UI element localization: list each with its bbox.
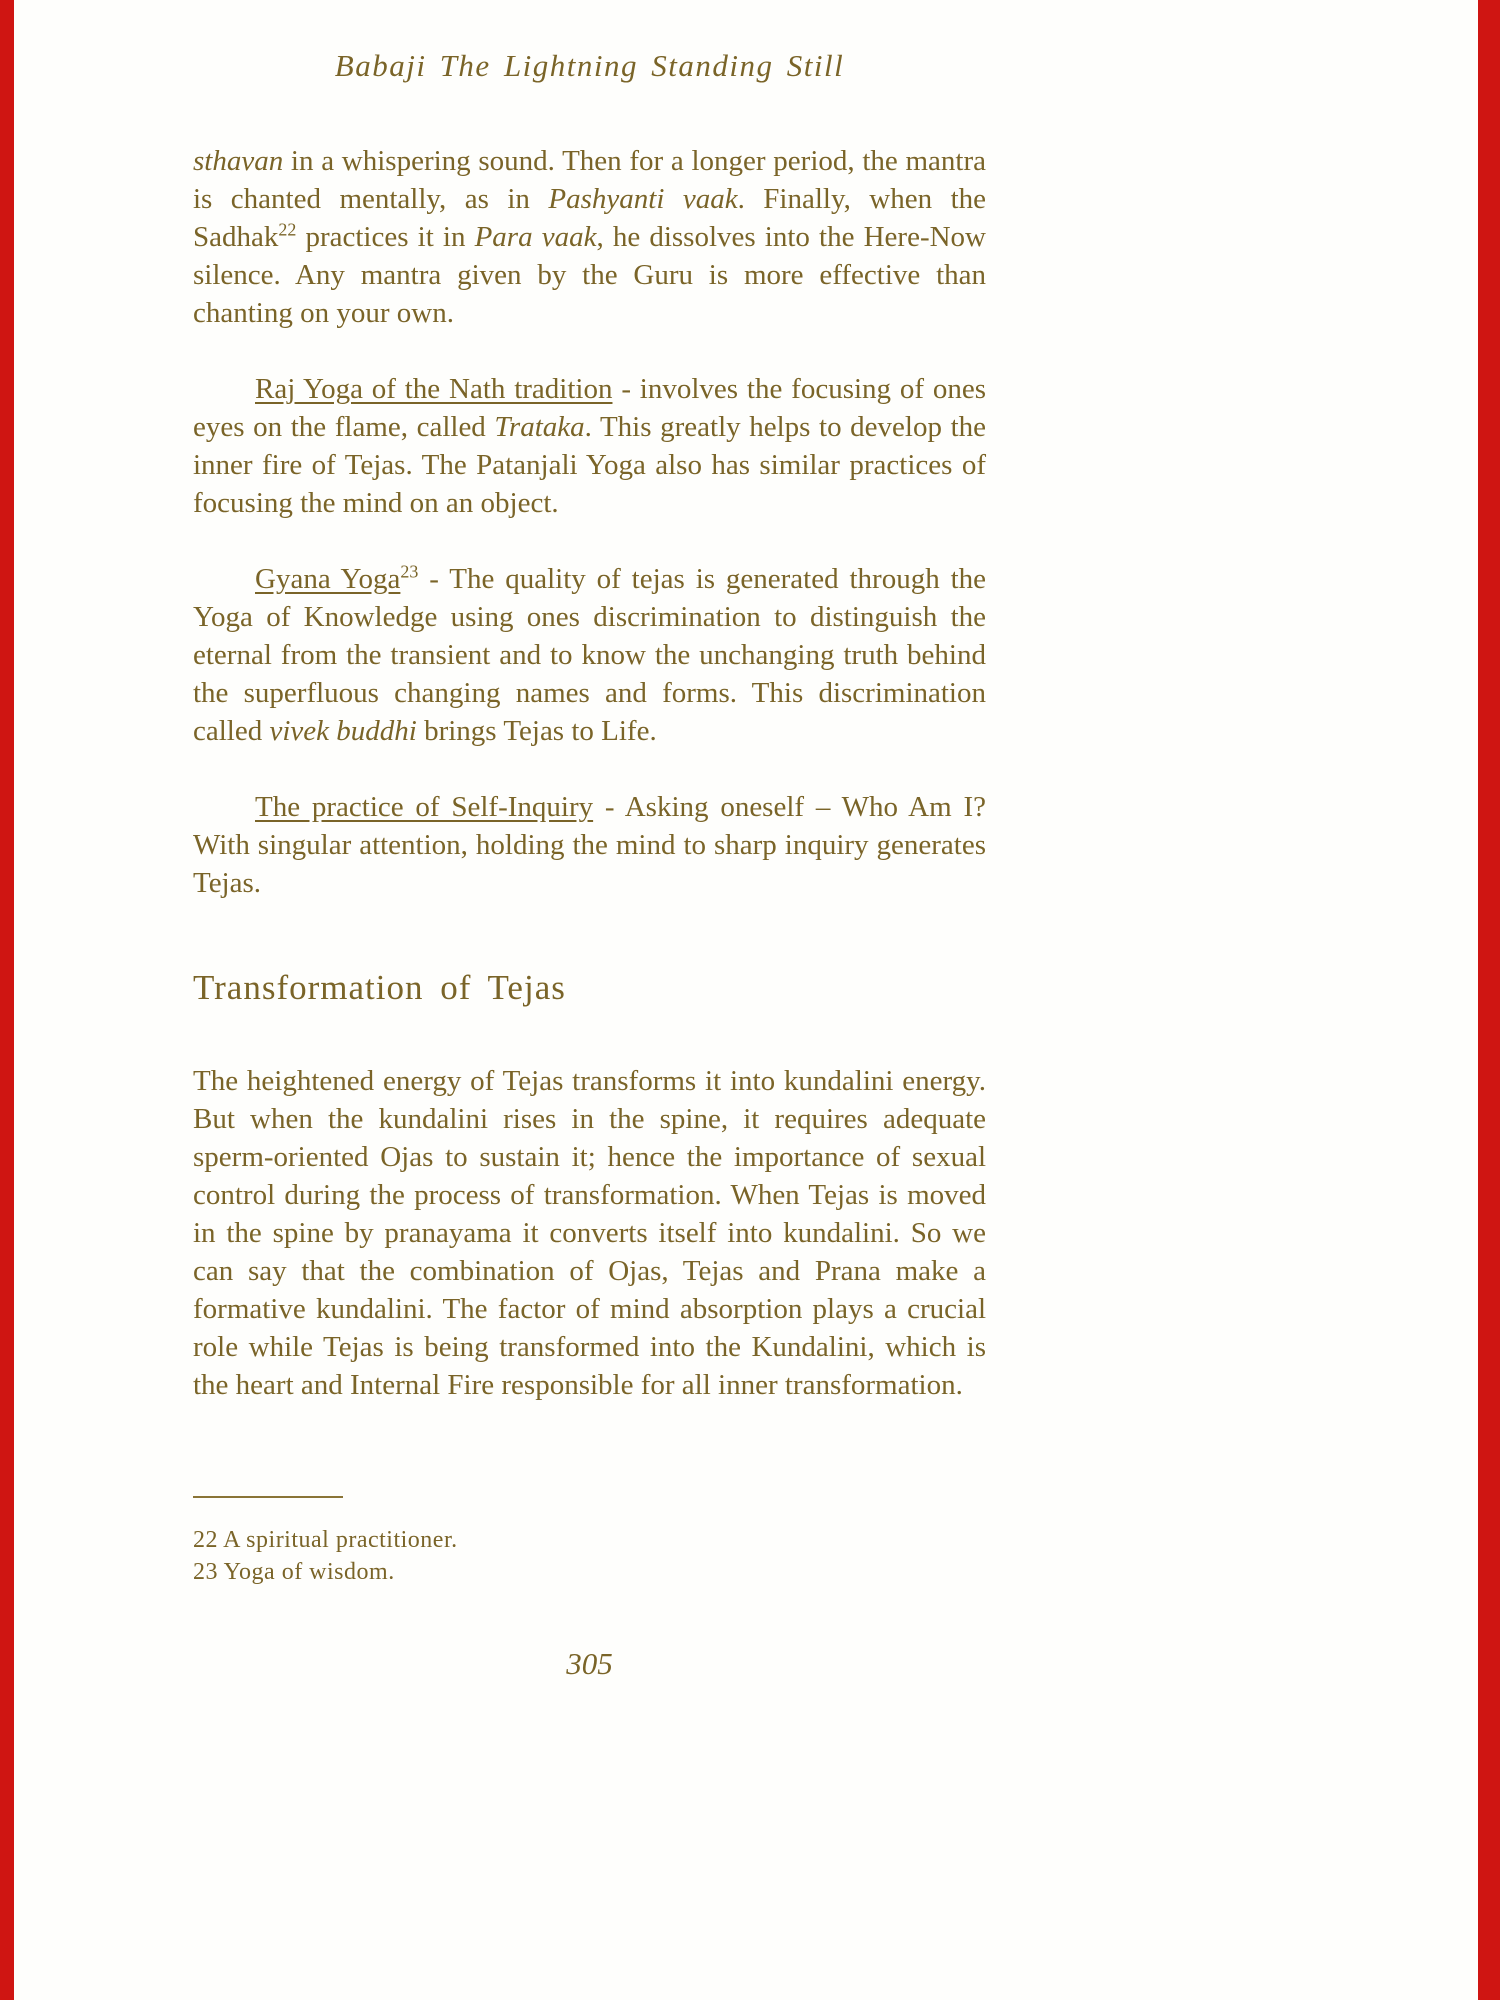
body-text <box>193 142 986 902</box>
paragraph-raj-yoga: Raj Yoga of the Nath tradition - involves the focusing of ones eyes on the flame, called Trataka. This greatly helps to develop the inner fire of Tejas. The Patanjali Yoga also has similar practices of focusing the mind on an object. <box>193 373 987 519</box>
footnotes <box>193 1524 986 1588</box>
page-content <box>193 0 986 1682</box>
page-number: 305 <box>566 1646 613 1681</box>
scan-edge-left <box>0 0 14 2000</box>
footnote-divider <box>193 1496 343 1498</box>
paragraph-gyana-yoga: Gyana Yoga$^{23}$ - The quality of tejas is generated through the Yoga of Knowledge using ones discrimination to distinguish the eternal from the transient and to know the unchanging truth behind the superfluous changing names and forms. This discrimination called vivek buddhi brings Tejas to Life. <box>193 561 986 747</box>
paragraph-mantra-practice: sthavan in a whispering sound. Then for a longer period, the mantra is chanted mentally, as in Pashyanti vaak. Finally, when the Sadhak$^{22}$ practices it in Para vaak, he dissolves into the Here-Now silence. Any mantra given by the Guru is more effective than chanting on your own. <box>193 145 987 329</box>
footnote-23: 23 Yoga of wisdom. <box>193 1559 395 1585</box>
running-header: Babaji The Lightning Standing Still <box>334 48 845 83</box>
paragraph-self-inquiry: The practice of Self-Inquiry - Asking oneself – Who Am I? With singular attention, holding the mind to sharp inquiry generates Tejas. <box>193 791 986 899</box>
footnote-22: 22 A spiritual practitioner. <box>193 1527 458 1553</box>
paragraph-transformation: The heightened energy of Tejas transforms it into kundalini energy. But when the kundalini rises in the spine, it requires adequate sperm-oriented Ojas to sustain it; hence the importance of sexual control during the process of transformation. When Tejas is moved in the spine by pranayama it converts itself into kundalini. So we can say that the combination of Ojas, Tejas and Prana make a formative kundalini. The factor of mind absorption plays a crucial role while Tejas is being transformed into the Kundalini, which is the heart and Internal Fire responsible for all inner transformation. <box>193 1065 986 1401</box>
scan-edge-right <box>1478 0 1500 2000</box>
section-heading: Transformation of Tejas <box>193 968 566 1007</box>
section-body <box>193 1062 986 1404</box>
